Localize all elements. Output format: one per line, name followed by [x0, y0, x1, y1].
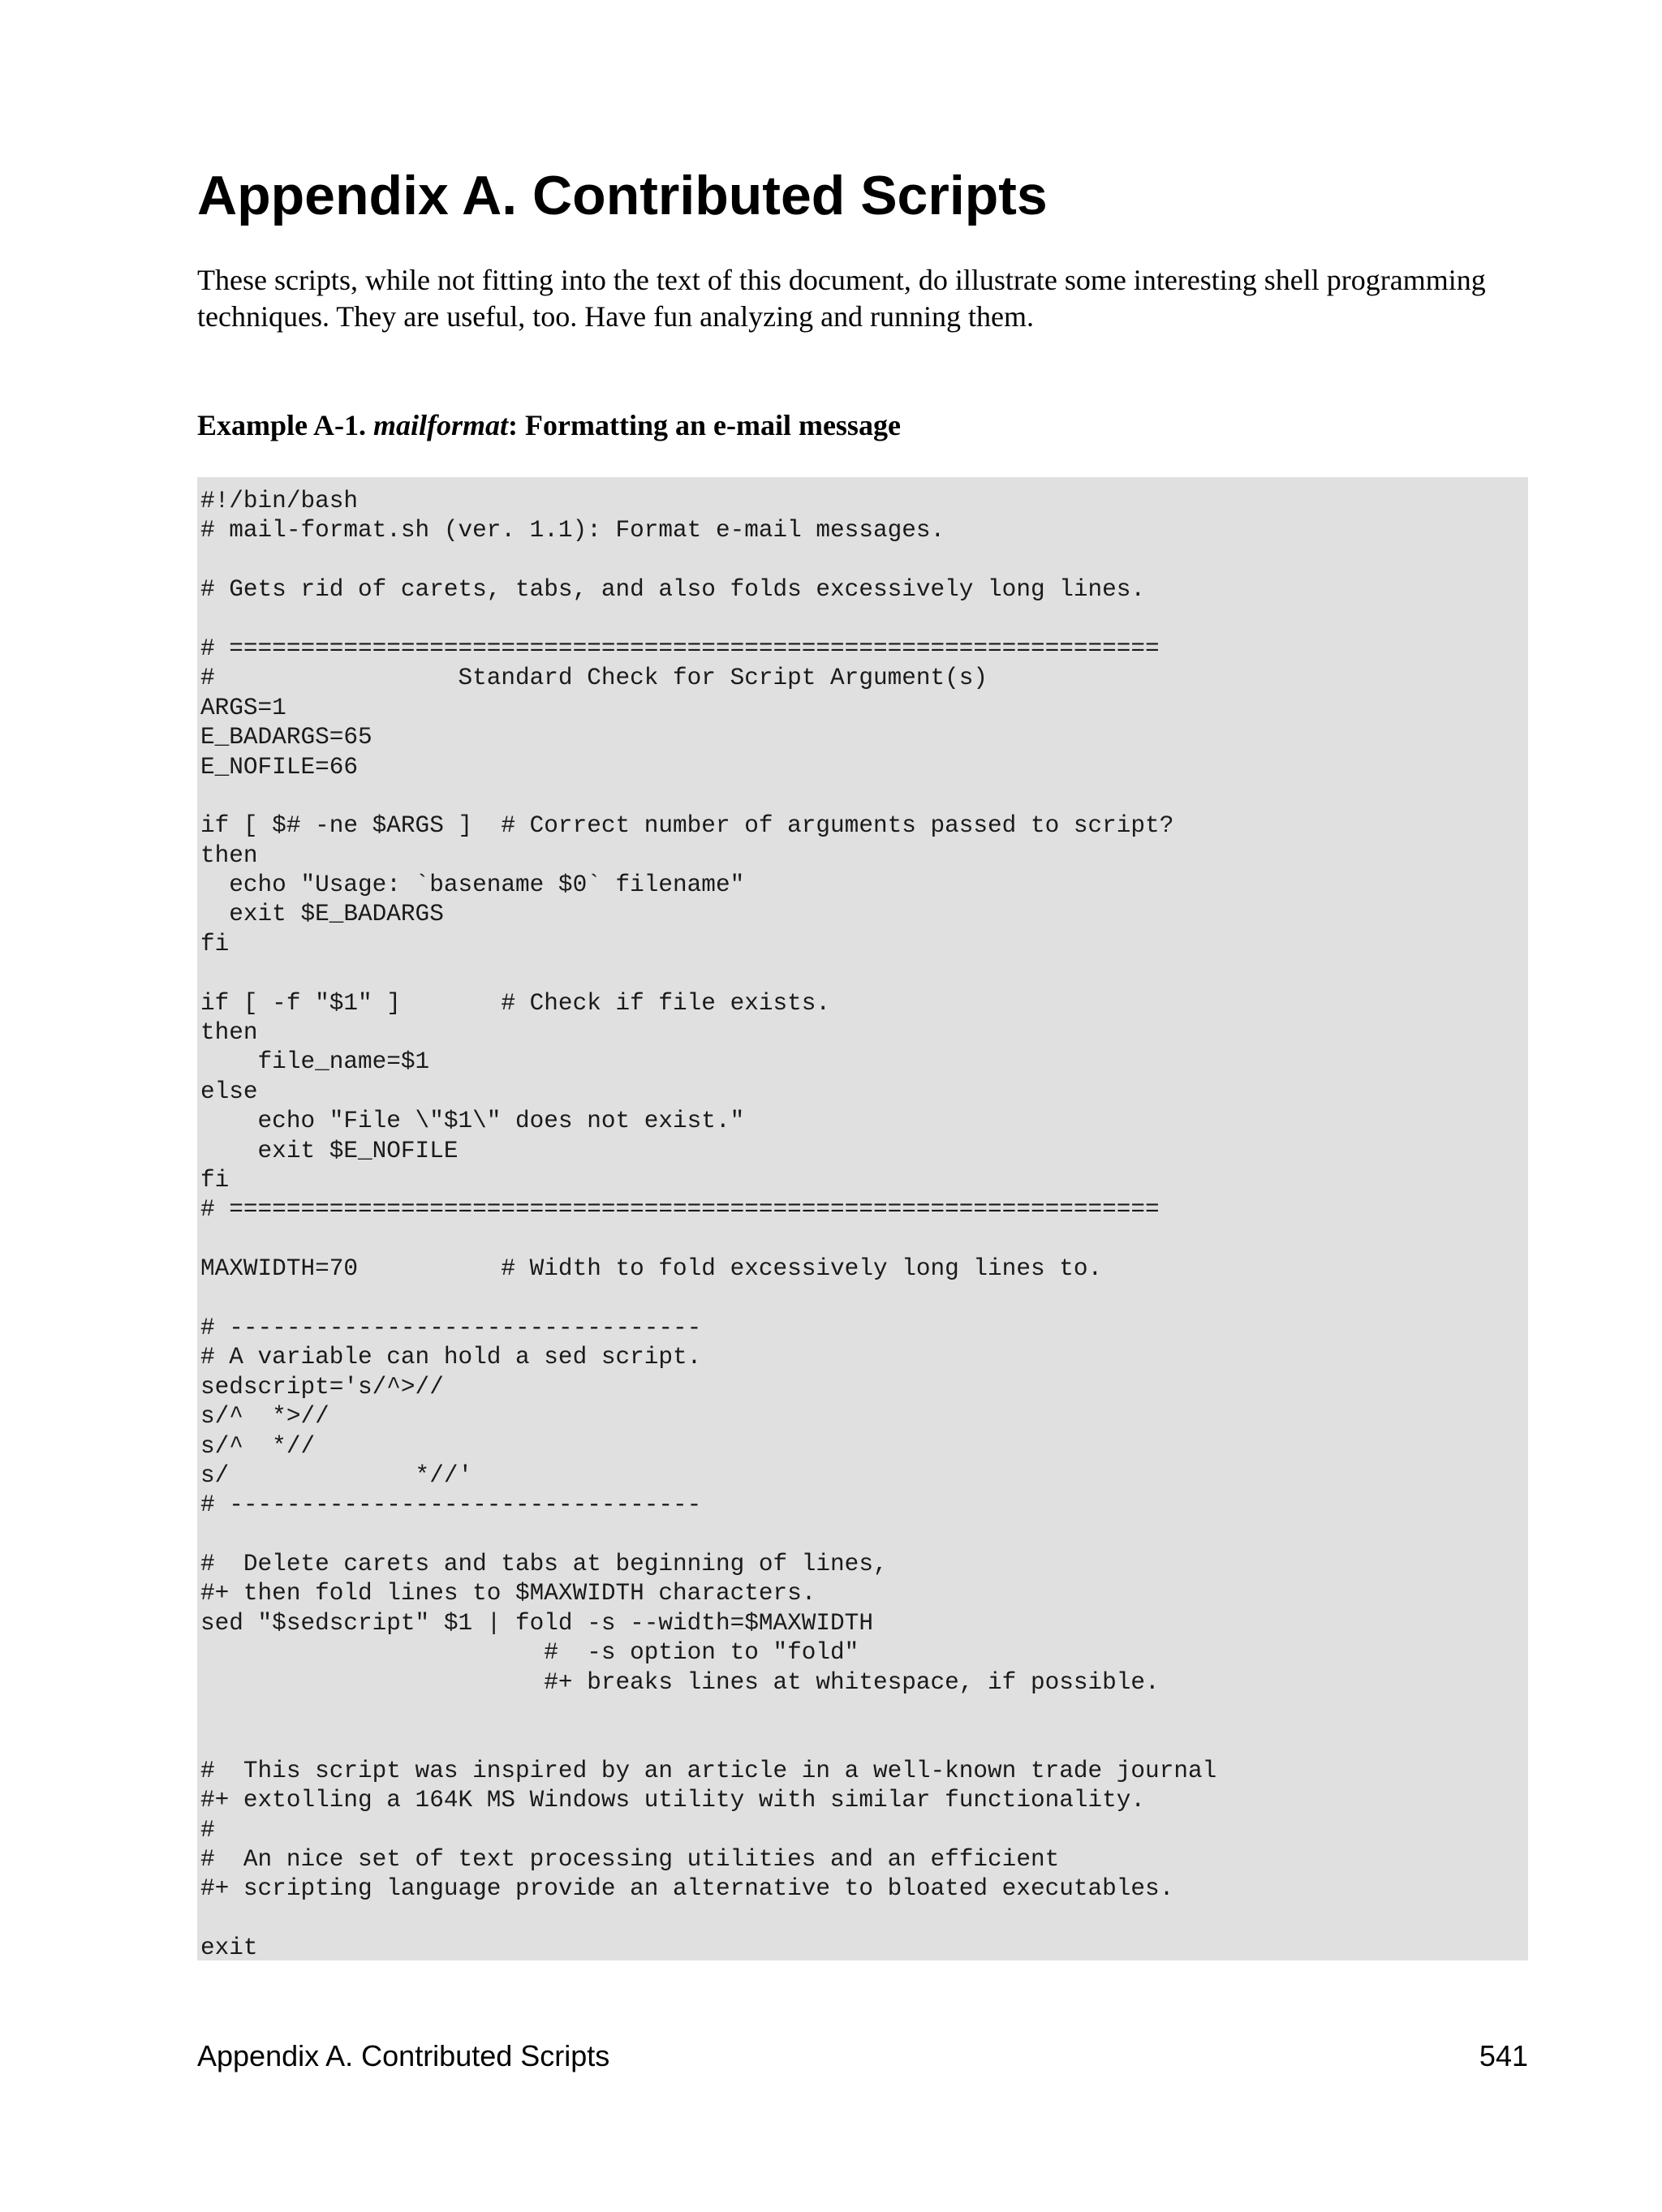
code-listing — [197, 477, 1528, 1960]
code-line — [200, 546, 1528, 575]
code-line — [200, 1225, 1528, 1254]
code-line: # Delete carets and tabs at beginning of lines, — [200, 1551, 888, 1578]
code-line: #!/bin/bash — [200, 488, 359, 514]
code-line: echo "Usage: `basename $0` filename" — [200, 871, 745, 899]
code-line: then — [200, 1019, 258, 1047]
code-line: MAXWIDTH=70 # Width to fold excessively long lines to. — [200, 1255, 1103, 1283]
code-line — [200, 605, 1528, 635]
code-line: #+ then fold lines to $MAXWIDTH characters. — [200, 1580, 816, 1607]
code-line: #+ scripting language provide an alternative to bloated executables. — [200, 1875, 1174, 1903]
code-line: # An nice set of text processing utilities and an efficient — [200, 1845, 1060, 1873]
code-line — [200, 1698, 1528, 1727]
code-line: fi — [200, 930, 230, 958]
code-line: exit $E_NOFILE — [200, 1137, 459, 1164]
example-caption — [197, 406, 901, 445]
code-line: s/^ *// — [200, 1432, 316, 1460]
code-line: # — [200, 1816, 215, 1844]
code-line: else — [200, 1078, 258, 1105]
code-line — [200, 1904, 1528, 1934]
code-line: #+ breaks lines at whitespace, if possible. — [200, 1668, 1160, 1696]
code-line: # mail-format.sh (ver. 1.1): Format e-mail messages. — [200, 517, 945, 544]
code-line: # A variable can hold a sed script. — [200, 1344, 702, 1371]
code-line: # Standard Check for Script Argument(s) — [200, 665, 988, 692]
code-line — [200, 1521, 1528, 1550]
code-line: # This script was inspired by an article in a well-known trade journal — [200, 1757, 1217, 1784]
intro-paragraph: These scripts, while not fitting into the text of this document, do illustrate some interesting shell programming techniques. They are useful, too. Have fun analyzing and running them. — [197, 264, 1486, 333]
code-line — [200, 782, 1528, 811]
code-line: if [ -f "$1" ] # Check if file exists. — [200, 989, 831, 1017]
code-line: if [ $# -ne $ARGS ] # Correct number of arguments passed to script? — [200, 812, 1174, 840]
code-line — [200, 1285, 1528, 1314]
code-line: # ================================================================= — [200, 635, 1160, 662]
code-line: ARGS=1 — [200, 694, 286, 721]
example-caption-rest: : Formatting an e-mail message — [508, 409, 901, 441]
code-line: # -s option to "fold" — [200, 1639, 859, 1667]
code-line: exit — [200, 1934, 258, 1960]
example-label: Example A-1. — [197, 409, 374, 441]
code-line: E_NOFILE=66 — [200, 753, 359, 781]
example-script-name: mailformat — [373, 409, 509, 441]
code-line: fi — [200, 1166, 230, 1194]
code-line: then — [200, 841, 258, 869]
code-line: # --------------------------------- — [200, 1314, 702, 1341]
code-line: # --------------------------------- — [200, 1491, 702, 1519]
code-line: s/ *//' — [200, 1461, 473, 1489]
code-line: sedscript='s/^>// — [200, 1373, 444, 1401]
code-line: E_BADARGS=65 — [200, 724, 372, 751]
code-line — [200, 1727, 1528, 1756]
code-line: file_name=$1 — [200, 1048, 430, 1076]
code-line — [200, 959, 1528, 988]
code-line: sed "$sedscript" $1 | fold -s --width=$MAXWIDTH — [200, 1609, 873, 1637]
code-line: echo "File \"$1\" does not exist." — [200, 1108, 745, 1135]
code-line: # ================================================================= — [200, 1196, 1160, 1224]
code-line: # Gets rid of carets, tabs, and also folds excessively long lines. — [200, 576, 1146, 604]
footer-page-number: 541 — [1479, 2039, 1528, 2072]
code-line: exit $E_BADARGS — [200, 901, 444, 928]
code-line: s/^ *>// — [200, 1403, 329, 1431]
footer-section-title: Appendix A. Contributed Scripts — [197, 2039, 610, 2072]
code-line: #+ extolling a 164K MS Windows utility with similar functionality. — [200, 1787, 1146, 1814]
page-title: Appendix A. Contributed Scripts — [197, 165, 1048, 226]
